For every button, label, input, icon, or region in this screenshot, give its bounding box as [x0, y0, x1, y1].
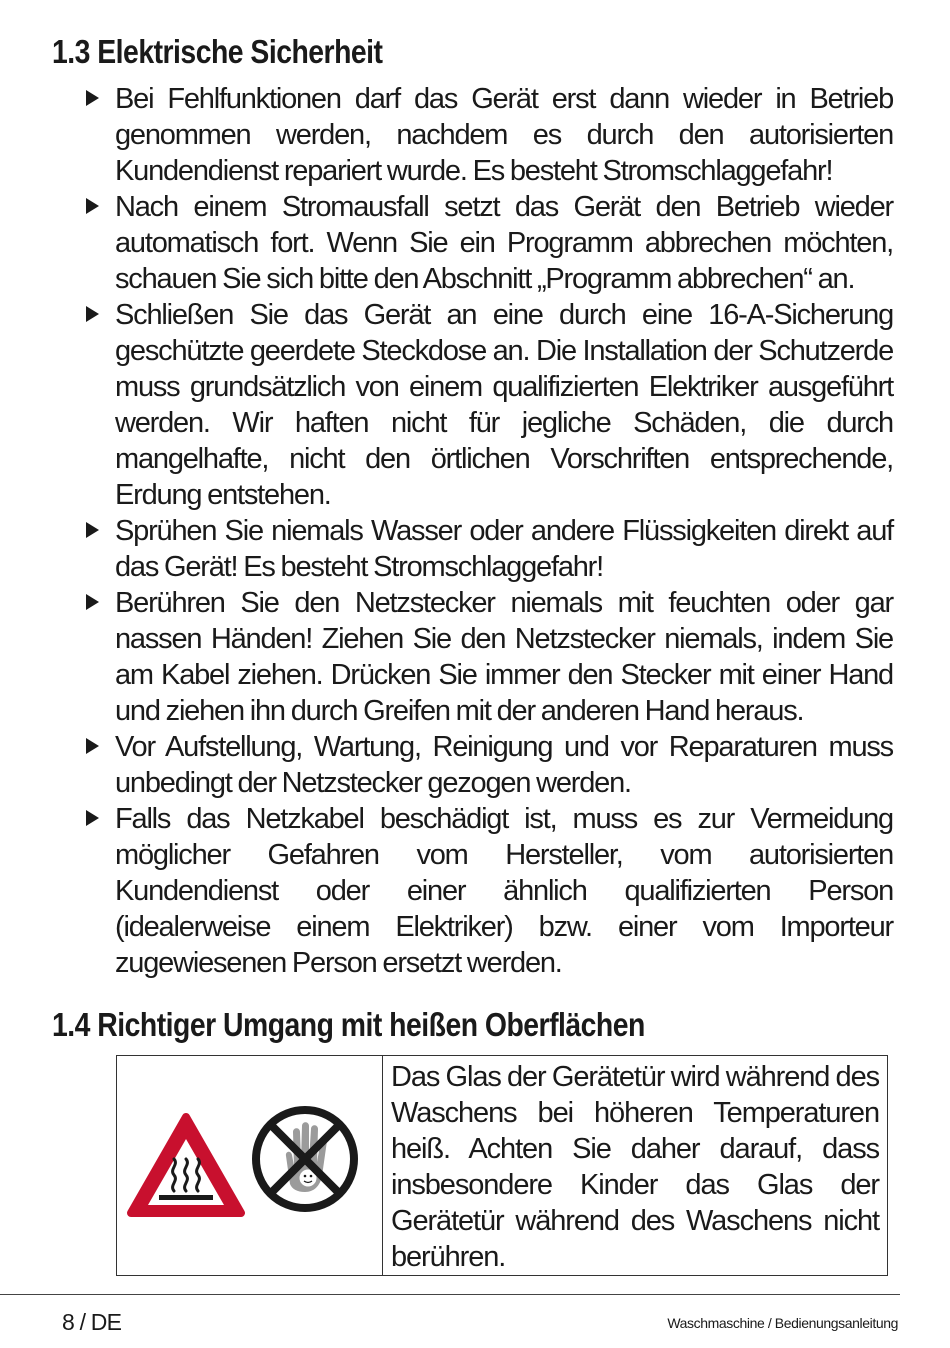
list-item-text: Vor Aufstellung, Wartung, Reinigung und vor Reparaturen muss unbedingt der Netzstecker gezogen werden.: [115, 731, 893, 799]
bullet-arrow-icon: [86, 810, 99, 826]
footer-divider: [0, 1294, 900, 1295]
list-item: [84, 585, 893, 729]
bullet-arrow-icon: [86, 90, 99, 106]
list-item-text: Berühren Sie den Netzstecker niemals mit feuchten oder gar nassen Händen! Ziehen Sie den Netzstecker niemals, indem Sie am Kabel ziehen. Drücken Sie immer den Stecker mit einer Hand und ziehen ihn durch Greifen mit der anderen Hand heraus.: [115, 587, 893, 727]
list-item-text: Sprühen Sie niemals Wasser oder andere Flüssigkeiten direkt auf das Gerät! Es besteht Stromschlaggefahr!: [115, 515, 893, 583]
electrical-safety-list: [84, 81, 893, 981]
list-item-text: Falls das Netzkabel beschädigt ist, muss es zur Vermeidung möglicher Gefahren vom Hersteller, vom autorisierten Kundendienst oder einer ähnlich qualifizierten Person (idealerweise einem Elektriker) bzw. einer vom Importeur zugewiesenen Person ersetzt werden.: [115, 803, 893, 979]
document-title: Waschmaschine / Bedienungsanleitung: [667, 1315, 898, 1331]
bullet-arrow-icon: [86, 522, 99, 538]
bullet-arrow-icon: [86, 306, 99, 322]
bullet-arrow-icon: [86, 594, 99, 610]
list-item: [84, 189, 893, 297]
page-number: 8 / DE: [62, 1309, 122, 1335]
bullet-arrow-icon: [86, 198, 99, 214]
warning-icons-cell: [117, 1056, 383, 1275]
list-item: [84, 513, 893, 585]
do-not-touch-icon: [250, 1104, 360, 1214]
list-item: [84, 81, 893, 189]
list-item: [84, 801, 893, 981]
hot-surface-notice-text: Das Glas der Gerätetür wird während des Waschens bei höheren Temperaturen heiß. Achten Sie daher darauf, dass insbesondere Kinder das Glas der Gerätetür während des Waschens nicht berühren.: [391, 1061, 879, 1273]
list-item-text: Schließen Sie das Gerät an eine durch eine 16-A-Sicherung geschützte geerdete Steckdose an. Die Installation der Schutzerde muss grundsätzlich von einem qualifizierten Elektriker ausgeführt werden. Wir haften nicht für jegliche Schäden, die durch mangelhafte, nicht den örtlichen Vorschriften entsprechende, Erdung entstehen.: [115, 299, 893, 511]
list-item-text: Nach einem Stromausfall setzt das Gerät den Betrieb wieder automatisch fort. Wenn Sie ein Programm abbrechen möchten, schauen Sie sich bitte den Abschnitt „Programm abbrechen“ an.: [115, 191, 893, 295]
list-item-text: Bei Fehlfunktionen darf das Gerät erst dann wieder in Betrieb genommen werden, nachdem es durch den autorisierten Kundendienst repariert wurde. Es besteht Stromschlaggefahr!: [115, 83, 893, 187]
hot-surface-warning-icon: [125, 1111, 247, 1221]
hot-surface-notice-box: [116, 1055, 888, 1276]
section-heading-hot-surfaces: 1.4 Richtiger Umgang mit heißen Oberflächen: [52, 1006, 645, 1043]
bullet-arrow-icon: [86, 738, 99, 754]
list-item: [84, 297, 893, 513]
list-item: [84, 729, 893, 801]
section-heading-electrical-safety: 1.3 Elektrische Sicherheit: [52, 33, 383, 70]
